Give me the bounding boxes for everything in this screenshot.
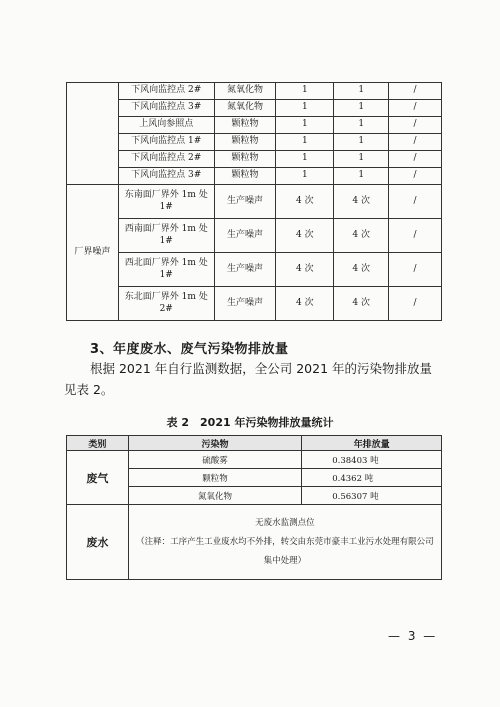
value-cell: / — [389, 219, 442, 253]
pollutant-cell: 颗粒物 — [214, 117, 276, 134]
pollutant-cell: 硫酸雾 — [128, 451, 301, 469]
point-cell: 下风向监控点 2# — [118, 151, 214, 168]
value-cell: / — [389, 100, 442, 117]
header-category: 类别 — [67, 436, 129, 451]
table-row — [67, 287, 442, 321]
value-cell: / — [389, 134, 442, 151]
value-cell: / — [389, 287, 442, 321]
value-cell: 4 次 — [334, 287, 389, 321]
value-cell: / — [389, 168, 442, 185]
section-paragraph: 根据 2021 年自行监测数据，全公司 2021 年的污染物排放量见表 2。 — [64, 361, 433, 397]
table-header-row — [67, 436, 442, 451]
monitoring-table — [66, 82, 442, 321]
pollutant-cell: 氮氧化物 — [128, 487, 301, 505]
wastewater-note-cell — [128, 505, 441, 580]
item-cell: 生产噪声 — [214, 253, 276, 287]
header-annual-emission: 年排放量 — [302, 436, 442, 451]
seal-stamp-mark — [478, 478, 498, 548]
point-cell: 下风向监控点 3# — [118, 100, 214, 117]
table-row — [67, 151, 442, 168]
emission-table — [66, 435, 442, 580]
table-row — [67, 505, 442, 580]
point-cell: 西北面厂界外 1m 处 1# — [118, 253, 214, 287]
table-row — [67, 253, 442, 287]
value-cell: 1 — [276, 83, 334, 100]
amount-cell: 0.56307 吨 — [302, 487, 442, 505]
item-cell: 生产噪声 — [214, 185, 276, 219]
category-cell-water: 废水 — [67, 505, 129, 580]
value-cell: / — [389, 185, 442, 219]
pollutant-cell: 颗粒物 — [214, 168, 276, 185]
amount-cell: 0.4362 吨 — [302, 469, 442, 487]
table-row — [67, 185, 442, 219]
item-cell: 生产噪声 — [214, 287, 276, 321]
point-cell: 上风向参照点 — [118, 117, 214, 134]
table-row — [67, 168, 442, 185]
value-cell: 1 — [334, 168, 389, 185]
value-cell: / — [389, 253, 442, 287]
value-cell: 4 次 — [276, 219, 334, 253]
value-cell: 1 — [334, 151, 389, 168]
value-cell: 1 — [334, 134, 389, 151]
pollutant-cell: 颗粒物 — [128, 469, 301, 487]
wastewater-line2: （注释：工序产生工业废水均不外排，转交由东莞市豪丰工业污水处理有限公司集中处理） — [136, 536, 434, 566]
value-cell: 1 — [276, 100, 334, 117]
value-cell: 1 — [276, 151, 334, 168]
pollutant-cell: 氮氧化物 — [214, 100, 276, 117]
pollutant-cell: 颗粒物 — [214, 134, 276, 151]
value-cell: / — [389, 151, 442, 168]
table-row — [67, 100, 442, 117]
value-cell: 1 — [276, 134, 334, 151]
header-pollutant: 污染物 — [128, 436, 301, 451]
value-cell: 1 — [334, 117, 389, 134]
category-cell-gas: 废气 — [67, 451, 129, 505]
pollutant-cell: 颗粒物 — [214, 151, 276, 168]
value-cell: 4 次 — [334, 253, 389, 287]
point-cell: 东南面厂界外 1m 处 1# — [118, 185, 214, 219]
section-heading: 3、年度废水、废气污染物排放量 — [90, 342, 289, 357]
table-row — [67, 83, 442, 100]
noise-category-cell: 厂界噪声 — [67, 185, 119, 321]
table-row — [67, 451, 442, 469]
point-cell: 下风向监控点 2# — [118, 83, 214, 100]
wastewater-line1: 无废水监测点位 — [255, 517, 315, 528]
table-row — [67, 219, 442, 253]
value-cell: 4 次 — [276, 253, 334, 287]
value-cell: 1 — [334, 100, 389, 117]
value-cell: 4 次 — [276, 287, 334, 321]
value-cell: 1 — [276, 117, 334, 134]
table-row — [67, 117, 442, 134]
empty-category-cell — [67, 83, 119, 185]
table-caption: 表 2 2021 年污染物排放量统计 — [166, 416, 334, 429]
page-number: — 3 — — [388, 629, 438, 643]
value-cell: 4 次 — [334, 219, 389, 253]
value-cell: 4 次 — [276, 185, 334, 219]
pollutant-cell: 氮氧化物 — [214, 83, 276, 100]
table-row — [67, 134, 442, 151]
value-cell: 4 次 — [334, 185, 389, 219]
point-cell: 东北面厂界外 1m 处 2# — [118, 287, 214, 321]
value-cell: 1 — [334, 83, 389, 100]
point-cell: 西南面厂界外 1m 处 1# — [118, 219, 214, 253]
value-cell: 1 — [276, 168, 334, 185]
item-cell: 生产噪声 — [214, 219, 276, 253]
point-cell: 下风向监控点 1# — [118, 134, 214, 151]
value-cell: / — [389, 117, 442, 134]
point-cell: 下风向监控点 3# — [118, 168, 214, 185]
amount-cell: 0.38403 吨 — [302, 451, 442, 469]
value-cell: / — [389, 83, 442, 100]
